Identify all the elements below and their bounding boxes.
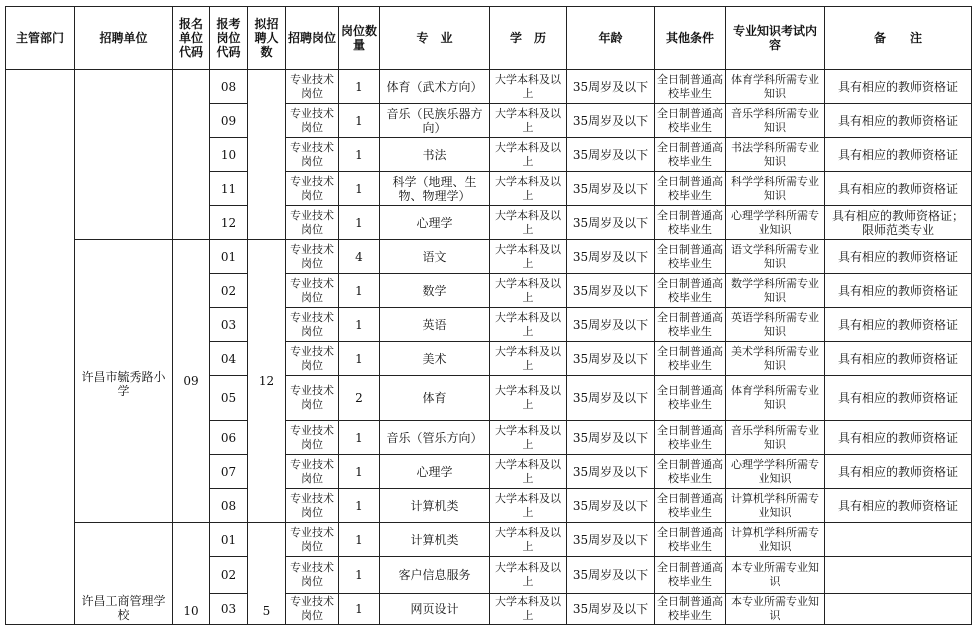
exam-cell: 计算机学科所需专业知识 [726, 489, 825, 523]
age-cell: 35周岁及以下 [567, 206, 655, 240]
exam-cell: 语文学科所需专业知识 [726, 240, 825, 274]
note-cell: 具有相应的教师资格证 [825, 342, 972, 376]
note-cell: 具有相应的教师资格证 [825, 240, 972, 274]
header-row [6, 7, 972, 70]
major-cell: 音乐（民族乐器方向） [380, 104, 490, 138]
age-cell: 35周岁及以下 [567, 557, 655, 594]
major-cell: 网页设计 [380, 594, 490, 625]
major-cell: 计算机类 [380, 523, 490, 557]
edu-cell: 大学本科及以上 [490, 557, 567, 594]
post-cell: 专业技术岗位 [286, 421, 339, 455]
table-row [6, 240, 972, 274]
other-cell: 全日制普通高校毕业生 [655, 206, 726, 240]
note-cell: 具有相应的教师资格证 [825, 308, 972, 342]
post-num-cell: 1 [339, 342, 380, 376]
header-exam: 专业知识考试内容 [726, 7, 825, 70]
post-code-cell: 08 [210, 70, 248, 104]
post-code-cell: 07 [210, 455, 248, 489]
edu-cell: 大学本科及以上 [490, 489, 567, 523]
edu-cell: 大学本科及以上 [490, 594, 567, 625]
post-num-cell: 1 [339, 594, 380, 625]
major-cell: 英语 [380, 308, 490, 342]
post-cell: 专业技术岗位 [286, 523, 339, 557]
note-cell: 具有相应的教师资格证 [825, 421, 972, 455]
other-cell: 全日制普通高校毕业生 [655, 557, 726, 594]
table-row [6, 70, 972, 104]
other-cell: 全日制普通高校毕业生 [655, 594, 726, 625]
header-other: 其他条件 [655, 7, 726, 70]
header-unit-code: 报名单位代码 [173, 7, 210, 70]
note-cell: 具有相应的教师资格证 [825, 376, 972, 421]
post-cell: 专业技术岗位 [286, 274, 339, 308]
header-unit: 招聘单位 [75, 7, 173, 70]
post-cell: 专业技术岗位 [286, 342, 339, 376]
other-cell: 全日制普通高校毕业生 [655, 172, 726, 206]
post-num-cell: 1 [339, 455, 380, 489]
post-cell: 专业技术岗位 [286, 594, 339, 625]
exam-cell: 书法学科所需专业知识 [726, 138, 825, 172]
header-post: 招聘岗位 [286, 7, 339, 70]
edu-cell: 大学本科及以上 [490, 240, 567, 274]
post-num-cell: 1 [339, 489, 380, 523]
post-num-cell: 1 [339, 138, 380, 172]
post-code-cell: 02 [210, 557, 248, 594]
other-cell: 全日制普通高校毕业生 [655, 342, 726, 376]
post-code-cell: 10 [210, 138, 248, 172]
count-cell [248, 70, 286, 240]
post-num-cell: 1 [339, 523, 380, 557]
other-cell: 全日制普通高校毕业生 [655, 70, 726, 104]
age-cell: 35周岁及以下 [567, 523, 655, 557]
edu-cell: 大学本科及以上 [490, 206, 567, 240]
post-num-cell: 4 [339, 240, 380, 274]
other-cell: 全日制普通高校毕业生 [655, 308, 726, 342]
edu-cell: 大学本科及以上 [490, 104, 567, 138]
major-cell: 体育（武术方向） [380, 70, 490, 104]
post-code-cell: 01 [210, 240, 248, 274]
edu-cell: 大学本科及以上 [490, 70, 567, 104]
major-cell: 书法 [380, 138, 490, 172]
unit-code-cell: 09 [173, 240, 210, 523]
age-cell: 35周岁及以下 [567, 104, 655, 138]
major-cell: 数学 [380, 274, 490, 308]
note-cell: 具有相应的教师资格证；限师范类专业 [825, 206, 972, 240]
post-num-cell: 1 [339, 70, 380, 104]
exam-cell: 本专业所需专业知识 [726, 594, 825, 625]
note-cell: 具有相应的教师资格证 [825, 274, 972, 308]
age-cell: 35周岁及以下 [567, 172, 655, 206]
post-cell: 专业技术岗位 [286, 557, 339, 594]
other-cell: 全日制普通高校毕业生 [655, 455, 726, 489]
edu-cell: 大学本科及以上 [490, 523, 567, 557]
note-cell [825, 523, 972, 557]
post-cell: 专业技术岗位 [286, 240, 339, 274]
header-note: 备 注 [825, 7, 972, 70]
age-cell: 35周岁及以下 [567, 138, 655, 172]
exam-cell: 心理学学科所需专业知识 [726, 455, 825, 489]
edu-cell: 大学本科及以上 [490, 172, 567, 206]
note-cell [825, 557, 972, 594]
post-cell: 专业技术岗位 [286, 138, 339, 172]
exam-cell: 科学学科所需专业知识 [726, 172, 825, 206]
post-code-cell: 03 [210, 594, 248, 625]
table-body [6, 70, 972, 625]
post-code-cell: 08 [210, 489, 248, 523]
age-cell: 35周岁及以下 [567, 421, 655, 455]
age-cell: 35周岁及以下 [567, 240, 655, 274]
header-post-code: 报考岗位代码 [210, 7, 248, 70]
post-num-cell: 1 [339, 206, 380, 240]
other-cell: 全日制普通高校毕业生 [655, 523, 726, 557]
header-post-num: 岗位数量 [339, 7, 380, 70]
other-cell: 全日制普通高校毕业生 [655, 138, 726, 172]
count-cell: 12 [248, 240, 286, 523]
edu-cell: 大学本科及以上 [490, 138, 567, 172]
post-num-cell: 1 [339, 172, 380, 206]
note-cell: 具有相应的教师资格证 [825, 489, 972, 523]
post-cell: 专业技术岗位 [286, 172, 339, 206]
age-cell: 35周岁及以下 [567, 455, 655, 489]
other-cell: 全日制普通高校毕业生 [655, 274, 726, 308]
exam-cell: 体育学科所需专业知识 [726, 376, 825, 421]
exam-cell: 英语学科所需专业知识 [726, 308, 825, 342]
exam-cell: 体育学科所需专业知识 [726, 70, 825, 104]
post-code-cell: 09 [210, 104, 248, 138]
other-cell: 全日制普通高校毕业生 [655, 489, 726, 523]
unit-cell: 许昌工商管理学校 [75, 523, 173, 625]
major-cell: 心理学 [380, 206, 490, 240]
post-num-cell: 1 [339, 557, 380, 594]
post-num-cell: 1 [339, 308, 380, 342]
edu-cell: 大学本科及以上 [490, 274, 567, 308]
header-dept: 主管部门 [6, 7, 75, 70]
major-cell: 客户信息服务 [380, 557, 490, 594]
exam-cell: 音乐学科所需专业知识 [726, 421, 825, 455]
other-cell: 全日制普通高校毕业生 [655, 104, 726, 138]
header-count: 拟招聘人数 [248, 7, 286, 70]
post-code-cell: 01 [210, 523, 248, 557]
post-cell: 专业技术岗位 [286, 455, 339, 489]
post-cell: 专业技术岗位 [286, 206, 339, 240]
edu-cell: 大学本科及以上 [490, 455, 567, 489]
post-code-cell: 12 [210, 206, 248, 240]
note-cell: 具有相应的教师资格证 [825, 104, 972, 138]
count-cell: 5 [248, 523, 286, 625]
note-cell: 具有相应的教师资格证 [825, 70, 972, 104]
age-cell: 35周岁及以下 [567, 489, 655, 523]
post-code-cell: 05 [210, 376, 248, 421]
header-edu: 学 历 [490, 7, 567, 70]
edu-cell: 大学本科及以上 [490, 342, 567, 376]
major-cell: 体育 [380, 376, 490, 421]
unit-code-cell [173, 70, 210, 240]
note-cell: 具有相应的教师资格证 [825, 138, 972, 172]
major-cell: 音乐（管乐方向） [380, 421, 490, 455]
note-cell: 具有相应的教师资格证 [825, 172, 972, 206]
post-code-cell: 03 [210, 308, 248, 342]
edu-cell: 大学本科及以上 [490, 376, 567, 421]
age-cell: 35周岁及以下 [567, 308, 655, 342]
other-cell: 全日制普通高校毕业生 [655, 376, 726, 421]
other-cell: 全日制普通高校毕业生 [655, 240, 726, 274]
post-cell: 专业技术岗位 [286, 376, 339, 421]
post-cell: 专业技术岗位 [286, 489, 339, 523]
other-cell: 全日制普通高校毕业生 [655, 421, 726, 455]
post-cell: 专业技术岗位 [286, 104, 339, 138]
edu-cell: 大学本科及以上 [490, 421, 567, 455]
age-cell: 35周岁及以下 [567, 70, 655, 104]
header-major: 专 业 [380, 7, 490, 70]
major-cell: 美术 [380, 342, 490, 376]
post-code-cell: 11 [210, 172, 248, 206]
note-cell: 具有相应的教师资格证 [825, 455, 972, 489]
edu-cell: 大学本科及以上 [490, 308, 567, 342]
age-cell: 35周岁及以下 [567, 376, 655, 421]
age-cell: 35周岁及以下 [567, 342, 655, 376]
exam-cell: 数学学科所需专业知识 [726, 274, 825, 308]
post-num-cell: 1 [339, 104, 380, 138]
post-num-cell: 1 [339, 274, 380, 308]
exam-cell: 音乐学科所需专业知识 [726, 104, 825, 138]
post-num-cell: 2 [339, 376, 380, 421]
exam-cell: 心理学学科所需专业知识 [726, 206, 825, 240]
dept-cell [6, 70, 75, 625]
note-cell [825, 594, 972, 625]
unit-cell: 许昌市毓秀路小学 [75, 240, 173, 523]
major-cell: 语文 [380, 240, 490, 274]
recruitment-table [5, 6, 972, 625]
table-row [6, 523, 972, 557]
post-cell: 专业技术岗位 [286, 308, 339, 342]
unit-cell [75, 70, 173, 240]
age-cell: 35周岁及以下 [567, 594, 655, 625]
exam-cell: 美术学科所需专业知识 [726, 342, 825, 376]
header-age: 年龄 [567, 7, 655, 70]
post-cell: 专业技术岗位 [286, 70, 339, 104]
major-cell: 心理学 [380, 455, 490, 489]
post-code-cell: 02 [210, 274, 248, 308]
post-code-cell: 04 [210, 342, 248, 376]
post-num-cell: 1 [339, 421, 380, 455]
major-cell: 计算机类 [380, 489, 490, 523]
unit-code-cell: 10 [173, 523, 210, 625]
exam-cell: 本专业所需专业知识 [726, 557, 825, 594]
major-cell: 科学（地理、生物、物理学） [380, 172, 490, 206]
exam-cell: 计算机学科所需专业知识 [726, 523, 825, 557]
age-cell: 35周岁及以下 [567, 274, 655, 308]
post-code-cell: 06 [210, 421, 248, 455]
